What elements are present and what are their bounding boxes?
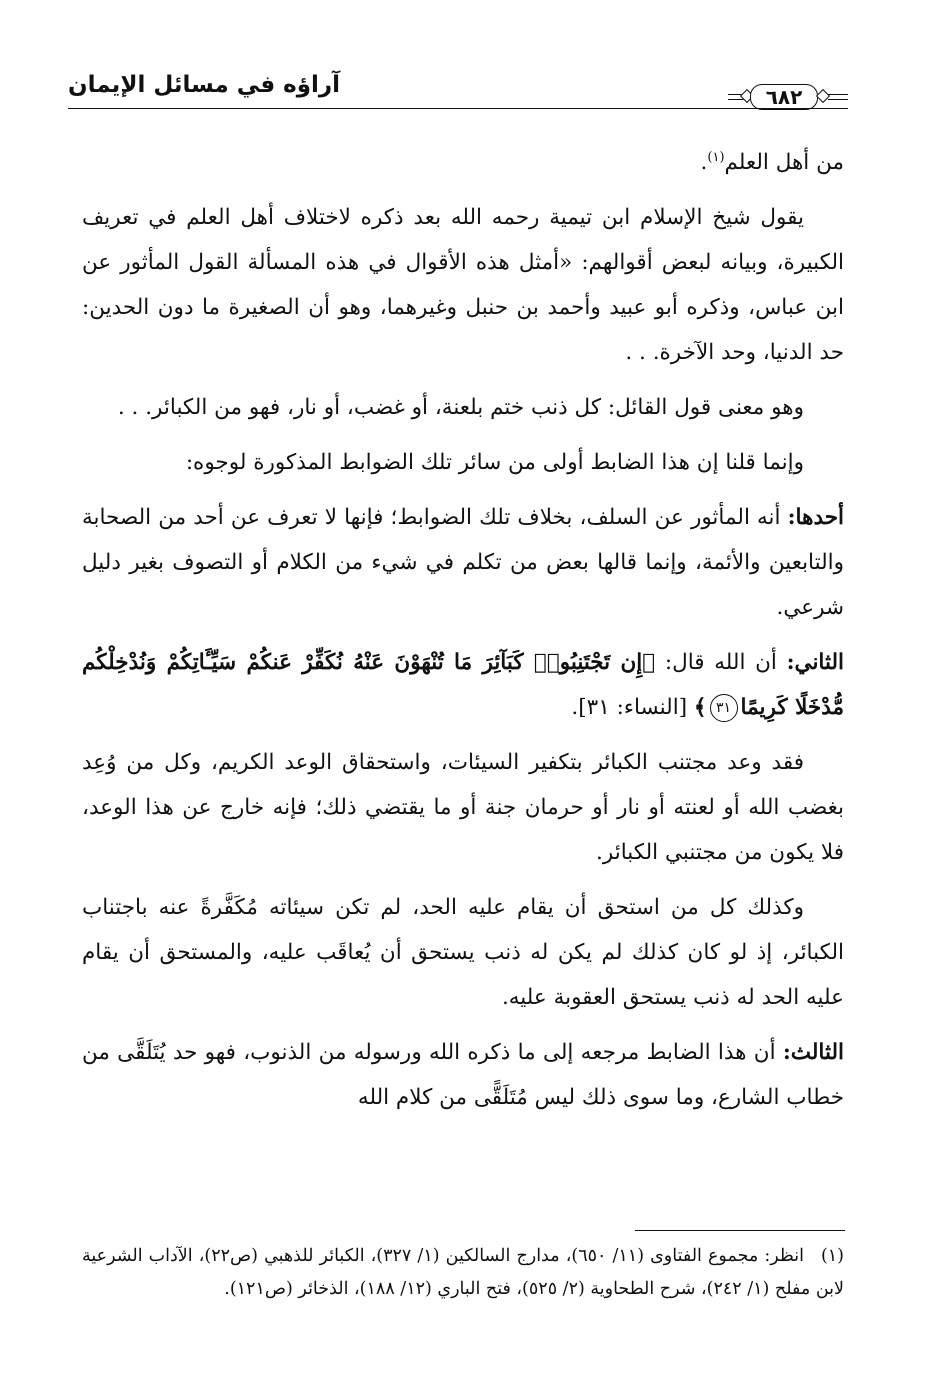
footnote-ref[interactable]: (١): [707, 149, 725, 165]
ornament-line-right: [828, 94, 848, 95]
paragraph-1: من أهل العلم$^{(١)}$.: [700, 149, 844, 175]
page-number: ٦٨٢: [750, 84, 818, 110]
lead-first: أحدها:: [787, 505, 844, 530]
paragraph-2: يقول شيخ الإسلام ابن تيمية رحمه الله بعد ذكره لاختلاف أهل العلم في تعريف الكبيرة، وبيانه لبعض أقوالهم: «أمثل هذه الأقوال في هذه المسألة القول المأثور عن ابن عباس، وذكره أبو عبيد وأحمد بن حنبل وغيرهما، وهو أن الصغيرة ما دون الحدين: حد الدنيا، وحد الآخرة. . .: [82, 205, 844, 365]
lead-second: الثاني:: [786, 650, 844, 675]
footnote: [82, 1240, 844, 1306]
paragraph-8: وكذلك كل من استحق أن يقام عليه الحد، لم تكن سيئاته مُكَفَّرةً عنه باجتناب الكبائر، إذ لو كان كذلك لم يكن له ذنب يستحق أن يُعاقَب عليه، والمستحق أن يقام عليه الحد له ذنب يستحق العقوبة عليه.: [82, 895, 844, 1010]
ornament-diamond-right: [816, 89, 830, 103]
paragraph-7: فقد وعد مجتنب الكبائر بتكفير السيئات، واستحقاق الوعد الكريم، وكل من وُعِد بغضب الله أو لعنته أو نار أو حرمان جنة أو ما يقتضي ذلك؛ فإنه خارج عن هذا الوعد، فلا يكون من مجتنبي الكبائر.: [82, 750, 844, 865]
paragraph-3: وهو معنى قول القائل: كل ذنب ختم بلعنة، أو غضب، أو نار، فهو من الكبائر. . .: [117, 395, 804, 420]
quran-verse: ﴿إِن تَجْتَنِبُوا۟ كَبَآئِرَ مَا تُنْهَوْنَ عَنْهُ نُكَفِّرْ عَنكُمْ سَيِّـَٔاتِكُمْ وَنُدْخِلْكُم مُّدْخَلًا كَرِيمًا: [82, 650, 844, 720]
header-rule: [68, 108, 848, 109]
paragraph-6: الثاني: أن الله قال: ﴿إِن تَجْتَنِبُوا۟ كَبَآئِرَ مَا تُنْهَوْنَ عَنْهُ نُكَفِّرْ عَنكُمْ سَيِّـَٔاتِكُمْ وَنُدْخِلْكُم مُّدْخَلًا كَرِيمًا٣١﴾ [النساء: ٣١].: [82, 650, 844, 720]
page-header: [68, 70, 848, 110]
page-number-ornament: [728, 84, 848, 110]
lead-third: الثالث:: [782, 1040, 844, 1065]
footnote-marker: (١): [820, 1246, 844, 1266]
paragraph-5: أحدها: أنه المأثور عن السلف، بخلاف تلك الضوابط؛ فإنها لا تعرف عن أحد من الصحابة والتابعين والأئمة، وإنما قالها بعض من تكلم في شيء من الكلام أو التصوف بغير دليل شرعي.: [82, 505, 844, 620]
verse-reference: [النساء: ٣١].: [571, 695, 694, 720]
ayah-number: ٣١: [710, 694, 738, 722]
main-text: [82, 140, 844, 1130]
paragraph-4: وإنما قلنا إن هذا الضابط أولى من سائر تلك الضوابط المذكورة لوجوه:: [185, 450, 804, 475]
paragraph-9: الثالث: أن هذا الضابط مرجعه إلى ما ذكره الله ورسوله من الذنوب، فهو حد يُتَلَقَّى من خطاب الشارع، وما سوى ذلك ليس مُتَلَقًّى من كلام الله: [82, 1040, 844, 1110]
footnote-rule: [635, 1230, 845, 1231]
ornament-line-right-2: [828, 99, 848, 100]
footnote-text: انظر: مجموع الفتاوى (١١/ ٦٥٠)، مدارج السالكين (١/ ٣٢٧)، الكبائر للذهبي (ص٢٢)، الآداب الشرعية لابن مفلح (١/ ٢٤٢)، شرح الطحاوية (٢/ ٥٢٥)، فتح الباري (١٢/ ١٨٨)، الذخائر (ص١٢١).: [82, 1246, 844, 1299]
running-title: آراؤه في مسائل الإيمان: [68, 72, 341, 98]
